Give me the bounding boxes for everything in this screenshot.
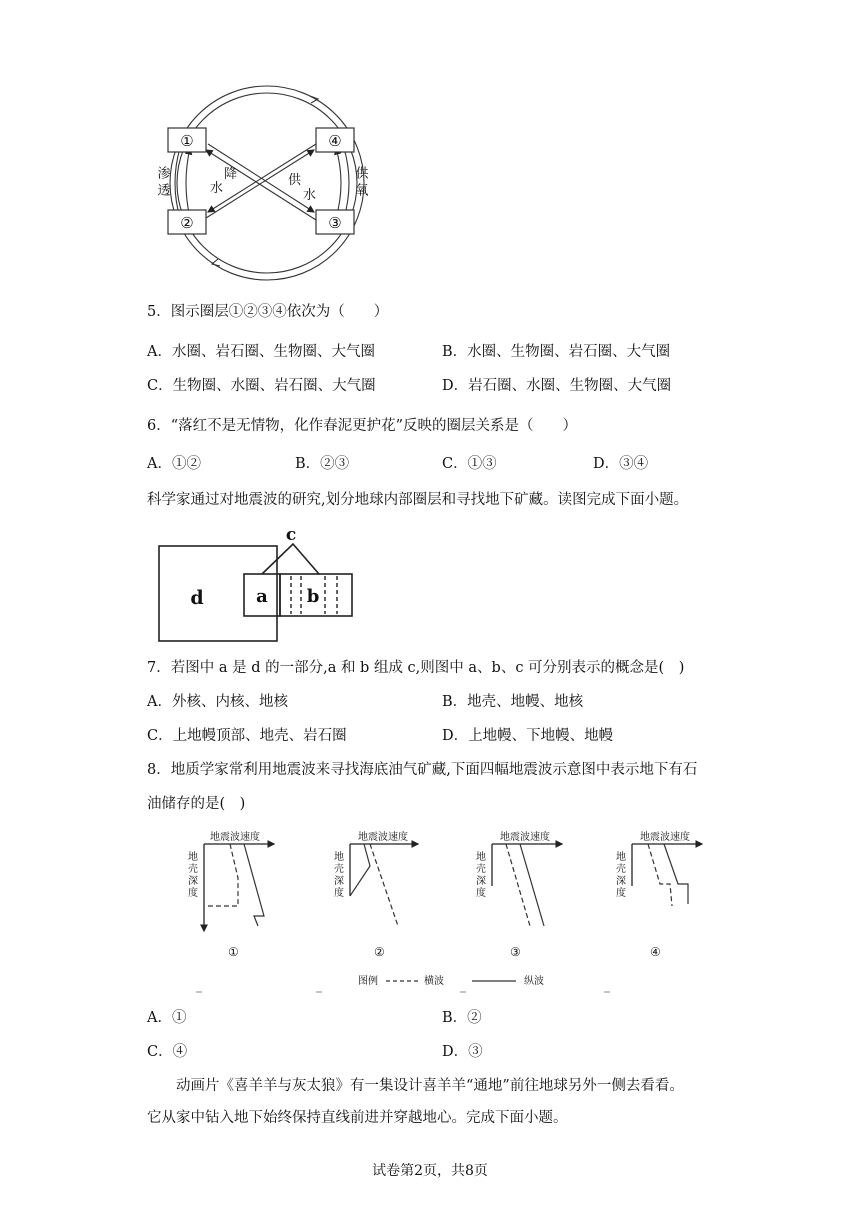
svg-text:壳: 壳 [476,864,486,875]
svg-text:地震波速度: 地震波速度 [210,832,260,843]
label-shentou: 渗透 [154,166,170,200]
wave-panel-4 [616,830,702,959]
sphere-relationship-diagram [154,78,380,298]
label-b: b [306,586,320,607]
q7-stem: 7．若图中 a 是 d 的一部分,a 和 b 组成 c,则图中 a、b、c 可分别表示的概念是( ) [147,660,685,676]
bracket-c [262,544,319,574]
svg-text:地震波速度: 地震波速度 [640,832,690,843]
svg-text:地震波速度: 地震波速度 [500,832,550,843]
label-d: d [190,587,204,609]
q8-stem-line1: 8．地质学家常利用地震波来寻找海底油气矿藏,下面四幅地震波示意图中表示地下有石 [147,762,698,778]
svg-text:图例: 图例 [358,976,378,987]
svg-text:深: 深 [616,876,626,887]
svg-text:度: 度 [616,888,626,899]
q6-option-b[interactable]: B．②③ [295,456,350,472]
intro-cartoon-line2: 它从家中钻入地下始终保持直线前进并穿越地心。完成下面小题。 [147,1110,568,1126]
svg-text:深: 深 [188,876,198,887]
svg-text:地: 地 [188,852,198,863]
svg-text:度: 度 [476,888,486,899]
svg-text:纵波: 纵波 [524,976,544,987]
label-gongyang: 供氧 [352,166,368,200]
seismic-wave-charts [170,826,730,996]
q6-option-a[interactable]: A．①② [147,456,201,472]
wave-legend [358,974,544,987]
q5-option-a[interactable]: A．水圈、岩石圈、生物圈、大气圈 [147,344,375,360]
wave-panel-3 [476,830,562,959]
wave-panel-1 [188,830,274,959]
q5-option-d[interactable]: D．岩石圈、水圈、生物圈、大气圈 [442,378,672,394]
q8-stem-line2: 油储存的是( ) [147,796,246,812]
q8-option-a[interactable]: A．① [147,1010,187,1026]
node-1-label: ① [180,132,194,150]
label-shui-left: 水 [210,181,224,196]
q7-option-d[interactable]: D．上地幔、下地幔、地幔 [442,728,614,744]
label-shui-right: 水 [303,188,317,203]
svg-text:④: ④ [650,945,661,959]
node-3-label: ③ [328,214,342,232]
svg-text:度: 度 [188,888,198,899]
node-2-label: ② [180,214,194,232]
intro-cartoon-line1: 动画片《喜羊羊与灰太狼》有一集设计喜羊羊“通地”前往地球另外一侧去看看。 [176,1078,684,1094]
label-gong: 供 [288,173,302,188]
svg-text:①: ① [228,945,239,959]
svg-text:地: 地 [616,852,626,863]
svg-text:壳: 壳 [188,864,198,875]
q5-option-b[interactable]: B．水圈、生物圈、岩石圈、大气圈 [442,344,671,360]
q6-option-d[interactable]: D．③④ [593,456,649,472]
svg-text:地: 地 [476,852,486,863]
wave-panel-2 [334,830,418,959]
svg-text:度: 度 [334,888,344,899]
svg-text:壳: 壳 [616,864,626,875]
q5-stem: 5．图示圈层①②③④依次为（ ） [147,304,389,320]
q8-option-b[interactable]: B．② [442,1010,482,1026]
q8-option-d[interactable]: D．③ [442,1044,483,1060]
svg-text:深: 深 [476,876,486,887]
q6-option-c[interactable]: C．①③ [442,456,497,472]
intro-seismic: 科学家通过对地震波的研究,划分地球内部圈层和寻找地下矿藏。读图完成下面小题。 [147,492,689,508]
label-c: c [285,525,297,545]
q7-option-b[interactable]: B．地壳、地幔、地核 [442,694,584,710]
concept-box-diagram [155,520,365,645]
q5-option-c[interactable]: C．生物圈、水圈、岩石圈、大气圈 [147,378,376,394]
label-jiang: 降 [224,167,238,182]
svg-text:壳: 壳 [334,864,344,875]
q6-stem: 6．“落红不是无情物，化作春泥更护花”反映的圈层关系是（ ） [147,418,578,434]
label-a: a [256,586,268,607]
svg-text:地震波速度: 地震波速度 [358,832,408,843]
page-footer: 试卷第2页，共8页 [372,1163,488,1179]
q8-option-c[interactable]: C．④ [147,1044,188,1060]
svg-text:地: 地 [334,852,344,863]
node-4-label: ④ [328,132,342,150]
q7-option-c[interactable]: C．上地幔顶部、地壳、岩石圈 [147,728,347,744]
svg-text:深: 深 [334,876,344,887]
svg-text:横波: 横波 [424,976,444,987]
svg-text:②: ② [374,945,385,959]
q7-option-a[interactable]: A．外核、内核、地核 [147,694,288,710]
svg-text:③: ③ [510,945,521,959]
